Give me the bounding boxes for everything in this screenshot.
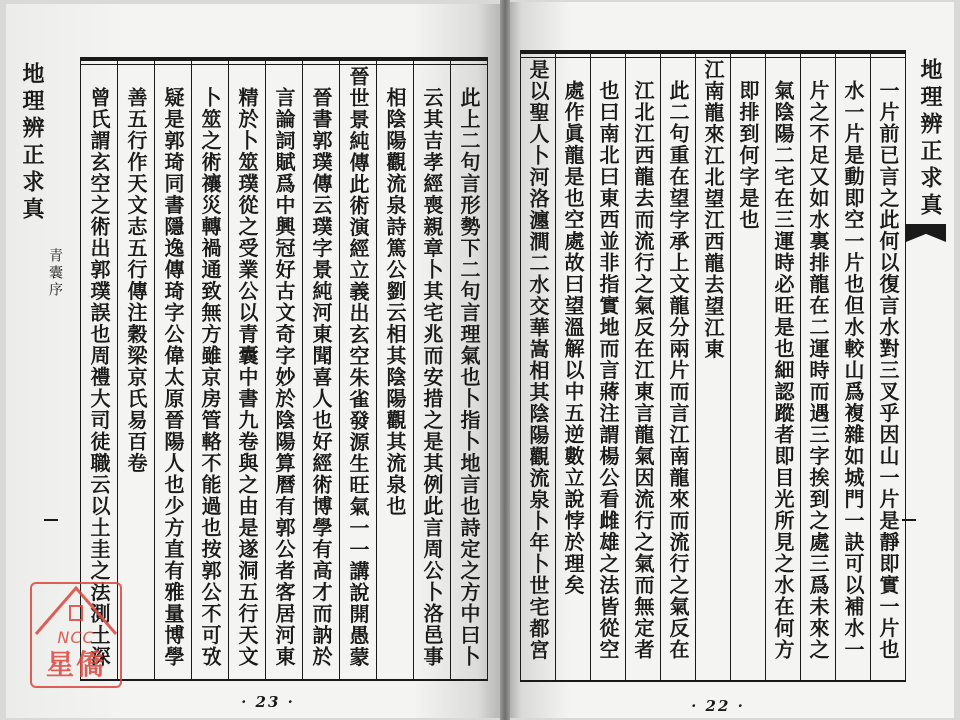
right-page xyxy=(508,2,954,718)
commentary-column: 水一片是動即空一片也但水較山爲複雜如城門一訣可以補水一 xyxy=(835,54,870,680)
commentary-column: 此二句重在望字承上文龍分兩片而言江南龍來而流行之氣反在 xyxy=(660,54,695,680)
fold-mark xyxy=(44,519,58,521)
commentary-column: 言論詞賦爲中興冠好古文奇字妙於陰陽算曆有郭公者客居河東 xyxy=(265,61,302,679)
running-title: 地理辨正求真 xyxy=(19,62,45,224)
commentary-column: 也曰南北曰東西並非指實地而言蔣注謂楊公看雌雄之法皆從空 xyxy=(590,54,625,680)
commentary-column: 此上二句言形勢下二句言理氣也卜指卜地言也詩定之方中曰卜 xyxy=(450,61,487,679)
text-frame xyxy=(80,57,488,681)
commentary-column: 疑是郭琦同書隱逸傳琦字公偉太原晉陽人也少方直有雅量博學 xyxy=(154,61,191,679)
commentary-column: 曾氏謂玄空之術出郭璞誤也周禮大司徒職云以土圭之法測土深 xyxy=(80,61,117,679)
verse-column: 晉世景純傳此術演經立義出玄空朱雀發源生旺氣一一講說開愚蒙 xyxy=(339,61,376,679)
verse-column: 是以聖人卜河洛瀍澗二水交華嵩相其陰陽觀流泉卜年卜世宅都宮 xyxy=(520,54,555,680)
commentary-column: 相陰陽觀流泉詩篤公劉云相其陰陽觀其流泉也 xyxy=(376,61,413,679)
commentary-column: 處作眞龍是也空處故曰望溫解以中五逆數立說悖於理矣 xyxy=(555,54,590,680)
commentary-column: 即排到何字是也 xyxy=(730,54,765,680)
text-frame xyxy=(520,50,906,682)
commentary-column: 善五行作天文志五行傳注穀梁京氏易百卷 xyxy=(117,61,154,679)
section-title: 青囊序 xyxy=(47,248,63,299)
fish-tail-mark xyxy=(906,224,946,242)
running-title: 地理辨正求真 xyxy=(917,58,943,220)
watermark-stamp xyxy=(30,582,122,688)
watermark-mark: NCC xyxy=(57,628,95,647)
book-gutter xyxy=(500,0,510,720)
watermark-name: 星僑 xyxy=(45,648,106,681)
page-number: · 22 · xyxy=(691,697,745,715)
commentary-column: 云其吉孝經喪親章卜其宅兆而安措之是其例此言周公卜洛邑事 xyxy=(413,61,450,679)
commentary-column: 精於卜筮璞從之受業公以青囊中書九卷與之由是遂洞五行天文 xyxy=(228,61,265,679)
page-number: · 23 · xyxy=(241,693,295,711)
verse-column: 江南龍來江北望江西龍去望江東 xyxy=(695,54,730,680)
left-page xyxy=(6,4,502,718)
commentary-column: 氣陰陽二宅在三運時必旺是也細認蹤者即目光所見之水在何方 xyxy=(765,54,800,680)
commentary-column: 晉書郭璞傳云璞字景純河東聞喜人也好經術博學有高才而訥於 xyxy=(302,61,339,679)
commentary-column: 江北江西龍去而流行之氣反在江東言龍氣因流行之氣而無定者 xyxy=(625,54,660,680)
commentary-column: 片之不足又如水裏排龍在二運時而遇三字挨到之處三爲未來之 xyxy=(800,54,835,680)
commentary-column: 卜筮之術禳災轉禍通致無方雖京房管輅不能過也按郭公不可攷 xyxy=(191,61,228,679)
commentary-column: 一片前已言之此何以復言水對三叉乎因山一片是靜即實一片也 xyxy=(870,54,905,680)
